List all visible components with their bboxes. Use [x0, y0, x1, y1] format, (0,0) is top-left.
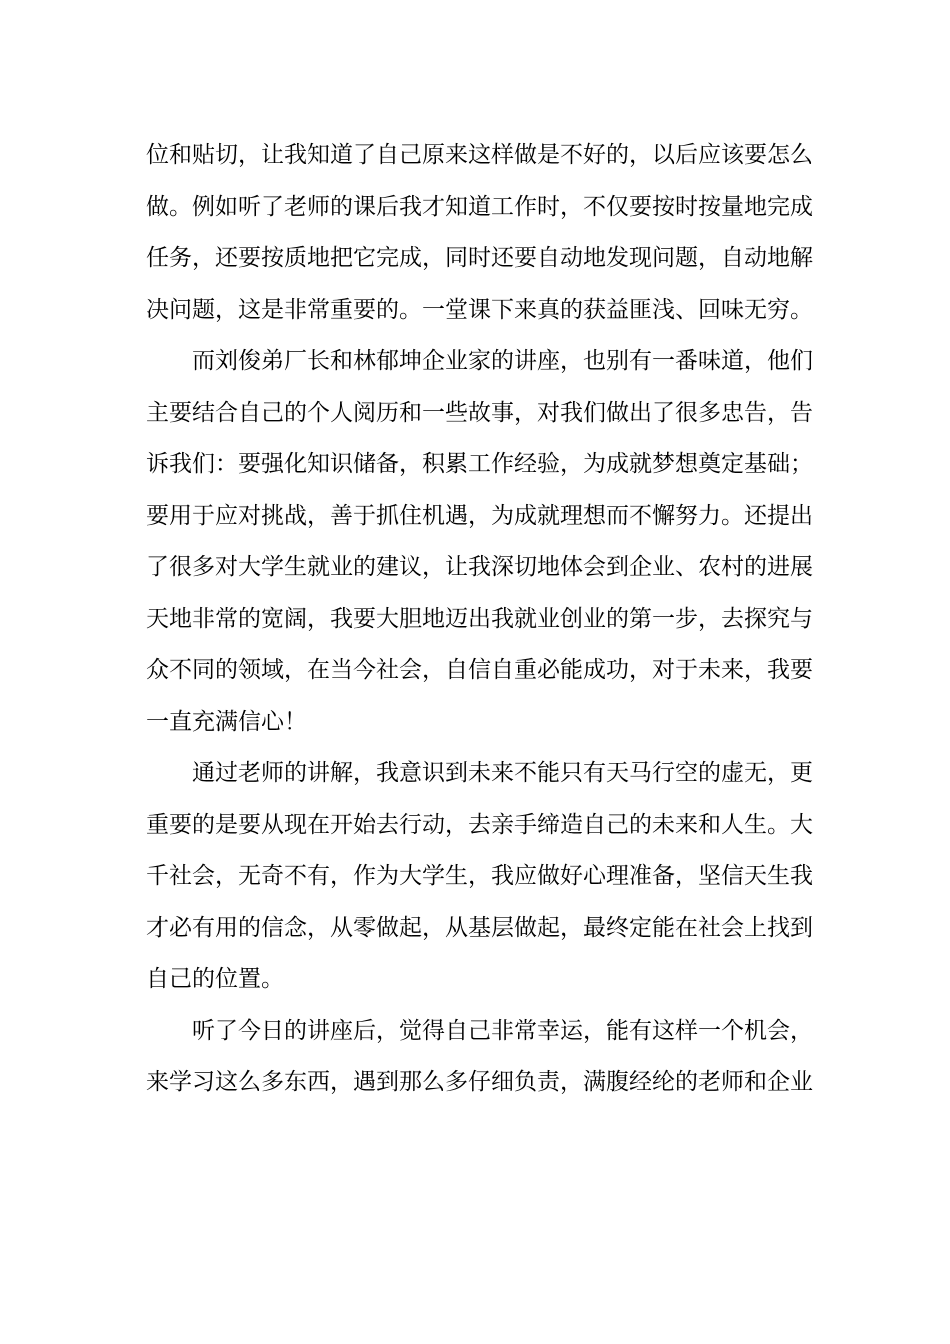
text-line: 才必有用的信念，从零做起，从基层做起，最终定能在社会上找到	[146, 914, 813, 941]
text-line: 要用于应对挑战，善于抓住机遇，为成就理想而不懈努力。还提出	[146, 502, 813, 529]
text-line: 天地非常的宽阔，我要大胆地迈出我就业创业的第一步，去探究与	[146, 605, 813, 632]
body-text	[146, 130, 813, 1109]
text-line: 千社会，无奇不有，作为大学生，我应做好心理准备，坚信天生我	[146, 863, 813, 889]
text-line: 诉我们：要强化知识储备，积累工作经验，为成就梦想奠定基础；	[146, 451, 813, 477]
paragraph-end-line: 一直充满信心！	[146, 708, 307, 735]
text-line: 众不同的领域，在当今社会，自信自重必能成功，对于未来，我要	[146, 657, 813, 683]
paragraph-start-line: 而刘俊弟厂长和林郁坤企业家的讲座，也别有一番味道，他们	[192, 348, 813, 374]
paragraph-start-line: 听了今日的讲座后，觉得自己非常幸运，能有这样一个机会，	[192, 1017, 813, 1044]
paragraph-start-line: 通过老师的讲解，我意识到未来不能只有天马行空的虚无，更	[192, 760, 813, 786]
text-line: 了很多对大学生就业的建议，让我深切地体会到企业、农村的进展	[146, 554, 813, 580]
text-line: 任务，还要按质地把它完成，同时还要自动地发现问题，自动地解	[146, 245, 813, 271]
text-line: 来学习这么多东西，遇到那么多仔细负责，满腹经纶的老师和企业	[146, 1069, 813, 1095]
text-line: 主要结合自己的个人阅历和一些故事，对我们做出了很多忠告，告	[146, 399, 813, 426]
text-line: 位和贴切，让我知道了自己原来这样做是不好的，以后应该要怎么	[146, 142, 813, 168]
text-line: 决问题，这是非常重要的。一堂课下来真的获益匪浅、回味无穷。	[146, 296, 813, 323]
text-line: 重要的是要从现在开始去行动，去亲手缔造自己的未来和人生。大	[146, 811, 813, 838]
paragraph-end-line: 自己的位置。	[146, 966, 284, 992]
text-line: 做。例如听了老师的课后我才知道工作时，不仅要按时按量地完成	[146, 193, 813, 220]
